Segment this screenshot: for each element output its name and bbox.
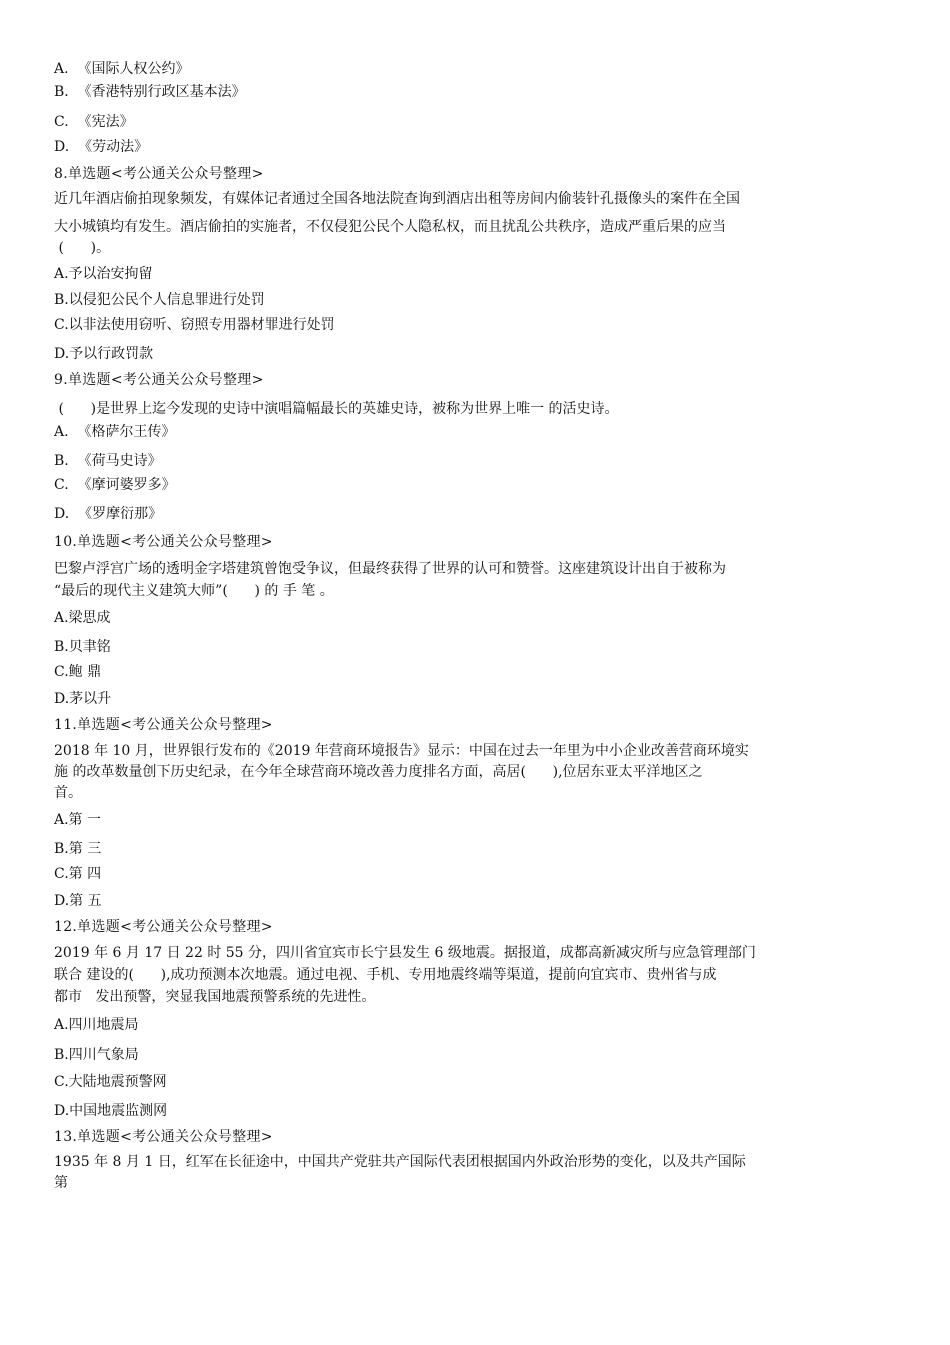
q11-option-b: B.第 三 [54,841,102,857]
q11-option-c: C.第 四 [54,866,102,882]
q11-stem-line-3: 首。 [54,785,82,801]
q11-header: 11.单选题<考公通关公众号整理> [54,717,273,733]
q12-stem-line-1: 2019 年 6 月 17 日 22 时 55 分，四川省宜宾市长宁县发生 6 级地震。据报道，成都高新减灾所与应急管理部门 [54,945,756,961]
q10-header: 10.单选题<考公通关公众号整理> [54,534,273,550]
q7-option-b: B. 《香港特别行政区基本法》 [54,84,246,100]
q11-stem-line-2: 施 的改革数量创下历史纪录，在今年全球营商环境改善力度排名方面，高居( ),位居东亚太平洋地区之 [54,764,703,780]
q8-option-a: A.予以治安拘留 [54,266,153,282]
q9-option-d: D. 《罗摩衍那》 [54,506,163,522]
q12-option-c: C.大陆地震预警网 [54,1074,167,1090]
q12-option-b: B.四川气象局 [54,1047,139,1063]
q13-stem-line-2: 第 [54,1175,68,1191]
q12-stem-line-3: 都市 发出预警，突显我国地震预警系统的先进性。 [54,989,376,1005]
q8-stem-line-2: 大小城镇均有发生。酒店偷拍的实施者，不仅侵犯公民个人隐私权，而且扰乱公共秩序，造成严重后果的应当 [54,219,726,235]
q10-stem-line-1: 巴黎卢浮宫广场的透明金字塔建筑曾饱受争议，但最终获得了世界的认可和赞誉。这座建筑设计出自于被称为 [54,561,726,577]
q9-stem-line-1: ( )是世界上迄今发现的史诗中演唱篇幅最长的英雄史诗，被称为世界上唯一 的活史诗。 [54,401,619,417]
q8-option-b: B.以侵犯公民个人信息罪进行处罚 [54,292,265,308]
q11-option-a: A.第 一 [54,812,102,828]
q11-option-d: D.第 五 [54,893,102,909]
q10-option-a: A.梁思成 [54,610,111,626]
q8-header: 8.单选题<考公通关公众号整理> [54,166,264,182]
q8-option-d: D.予以行政罚款 [54,346,154,362]
q10-stem-line-2: “最后的现代主义建筑大师”( ) 的 手 笔 。 [54,583,334,599]
q9-option-a: A. 《格萨尔王传》 [54,424,176,440]
q8-stem-line-3: ( )。 [54,240,111,256]
q7-option-c: C. 《宪法》 [54,114,134,130]
q13-header: 13.单选题<考公通关公众号整理> [54,1129,273,1145]
q8-option-c: C.以非法使用窃听、窃照专用器材罪进行处罚 [54,317,335,333]
q10-option-d: D.茅以升 [54,691,112,707]
q9-option-b: B. 《荷马史诗》 [54,453,162,469]
q9-header: 9.单选题<考公通关公众号整理> [54,372,264,388]
q12-header: 12.单选题<考公通关公众号整理> [54,919,273,935]
q8-stem-line-1: 近几年酒店偷拍现象频发，有媒体记者通过全国各地法院查询到酒店出租等房间内偷装针孔摄像头的案件在全国 [54,191,740,207]
q12-option-a: A.四川地震局 [54,1017,139,1033]
q12-option-d: D.中国地震监测网 [54,1103,168,1119]
q13-stem-line-1: 1935 年 8 月 1 日，红军在长征途中，中国共产党驻共产国际代表团根据国内外政治形势的变化，以及共产国际 [54,1154,746,1170]
q10-option-b: B.贝聿铭 [54,639,111,655]
q12-stem-line-2: 联合 建设的( ),成功预测本次地震。通过电视、手机、专用地震终端等渠道，提前向宜宾市、贵州省与成 [54,967,717,983]
q11-stem-line-1: 2018 年 10 月，世界银行发布的《2019 年营商环境报告》显示：中国在过去一年里为中小企业改善营商环境实 [54,743,749,759]
q7-option-a: A. 《国际人权公约》 [54,61,190,77]
q9-option-c: C. 《摩诃婆罗多》 [54,477,176,493]
q7-option-d: D. 《劳动法》 [54,139,149,155]
q10-option-c: C.鲍 鼎 [54,664,102,680]
